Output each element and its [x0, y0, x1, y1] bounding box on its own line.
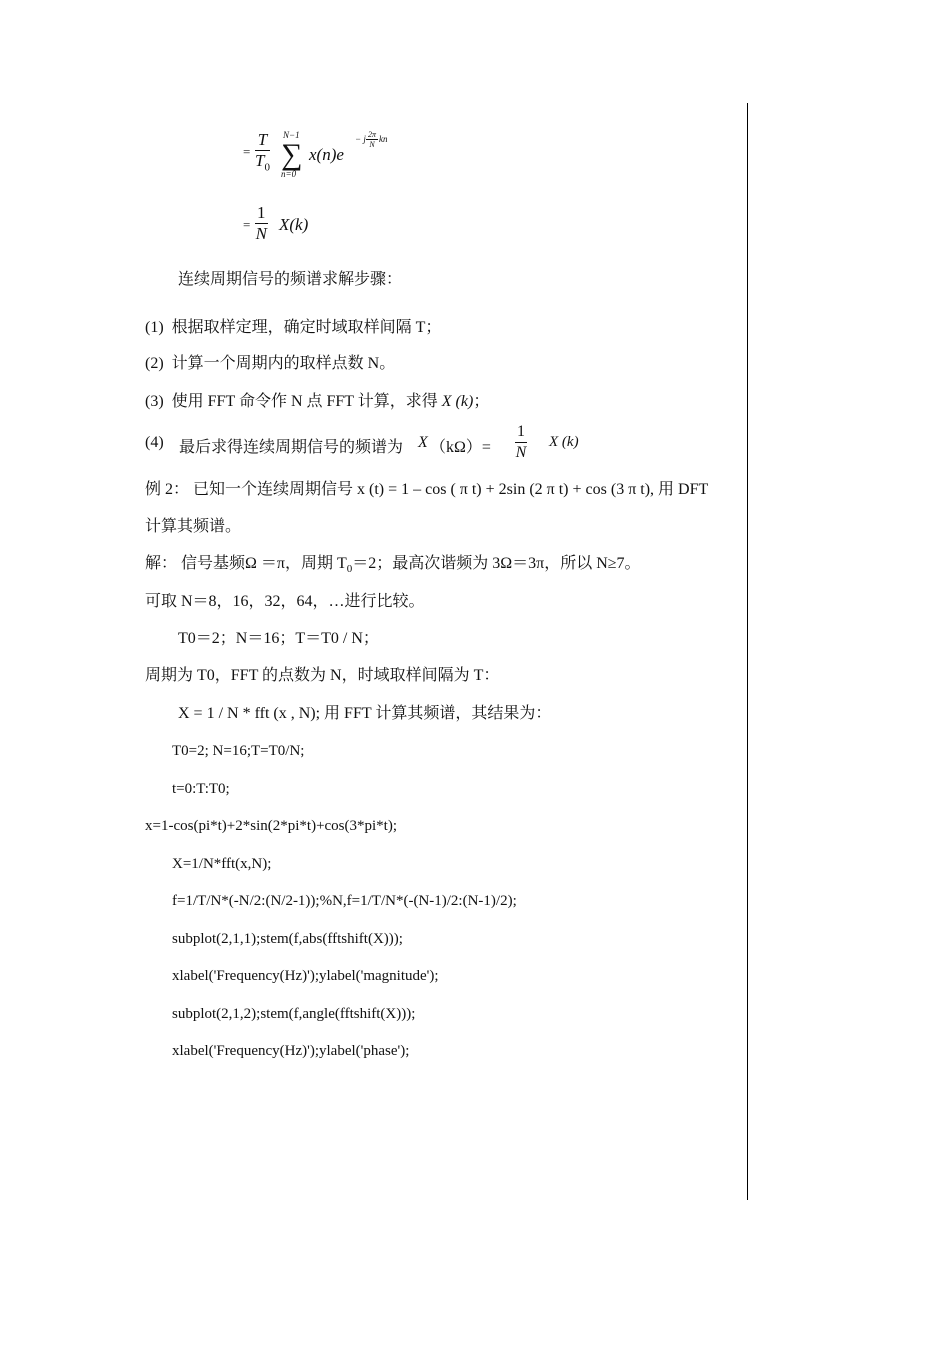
- right-margin-rule: [747, 103, 748, 1200]
- code-line: X=1/N*fft(x,N);: [172, 856, 272, 872]
- formula-body: X(k): [279, 215, 309, 234]
- fraction-numerator: T: [255, 130, 270, 151]
- exponent-fraction: $\frac{2\pi}{N}$: [368, 130, 377, 149]
- formula-sum: [243, 130, 423, 182]
- step-3: (3) 使用 FFT 命令作 N 点 FFT 计算，求得 X (k)；: [145, 393, 490, 410]
- solution-line: 解： 信号基频Ω ＝π，周期 $T_0=2$；最高次谐频为 3Ω＝3π，所以 N≥7。: [145, 555, 641, 576]
- code-line: T0=2; N=16;T=T0/N;: [172, 743, 305, 759]
- formula-fraction: [255, 130, 270, 177]
- parameter-line: T0＝2；N＝16；T＝T0 / N；: [178, 630, 379, 647]
- step-1: (1) 根据取样定理，确定时域取样间隔 T；: [145, 319, 442, 336]
- formula-fraction: $\frac{1}{N}$: [255, 203, 267, 243]
- document-page: = $\frac{T}{T_0}$ N−1 ∑ n=0 x(n)e − j $\frac{2\pi}{N}$ kn = $\frac{1}{N}$ X(k) 连续周期信号的频谱求解步骤： (1) 根据取样定理，确定时域取样间隔 T； (2) 计算一个周期内的取样点数 N。 (3) 使用 FFT 命令作 N 点 FFT 计算，求得 X (k)； (4) 最后求得连续周期信号的频谱为 X （kΩ）= $\frac{1}{N}$ X (k) 例 2： 已知一个连续周期信号 x (t) = 1 – cos ( π t) + 2sin (2 π t) + cos (3 π t), 用 DFT 计算其频谱。 解： 信号基频Ω ＝π，周期 $T_0=2$；最高次谐频为 3Ω＝3π，所以 N≥7。 可取 N＝8，16，32，64，…进行比较。 T0＝2；N＝16；T＝T0 / N； 周期为 T0，FFT 的点数为 N，时域取样间隔为 T： X = 1 / N * fft (x , N); 用 FFT 计算其频谱，其结果为： T0=2; N=16;T=T0/N; t=0:T:T0; x=1-cos(pi*t)+2*sin(2*pi*t)+cos(3*pi*t); X=1/N*fft(x,N); f=1/T/N*(-N/2:(N/2-1));%N,f=1/T/N*(-(N-1)/2:(N-1)/2); subplot(2,1,1);stem(f,abs(fftshift(X))); xlabel('Frequency(Hz)');ylabel('magnitude'); subplot(2,1,2);stem(f,angle(fftshift(X))); xlabel('Frequency(Hz)');ylabel('phase');: [0, 0, 952, 1347]
- formula-body: x(n)e: [309, 145, 344, 164]
- example-statement-cont: 计算其频谱。: [145, 518, 242, 535]
- fft-description: X = 1 / N * fft (x , N); 用 FFT 计算其频谱，其结果为：: [178, 705, 552, 722]
- example-statement: 例 2： 已知一个连续周期信号 x (t) = 1 – cos ( π t) + 2sin (2 π t) + cos (3 π t), 用 DFT: [145, 481, 709, 498]
- exponent-suffix: kn: [379, 134, 388, 144]
- code-line: t=0:T:T0;: [172, 781, 230, 797]
- code-line: subplot(2,1,2);stem(f,angle(fftshift(X)));: [172, 1006, 416, 1022]
- code-line: x=1-cos(pi*t)+2*sin(2*pi*t)+cos(3*pi*t);: [145, 818, 398, 834]
- period-description: 周期为 T0，FFT 的点数为 N，时域取样间隔为 T：: [145, 667, 500, 684]
- sum-sigma: ∑: [281, 138, 303, 171]
- step-4-fraction: $\frac{1}{N}$: [515, 423, 527, 461]
- sum-upper-limit: N−1: [283, 130, 300, 140]
- formula-equals: =: [243, 144, 251, 159]
- formula-equals: =: [243, 217, 251, 232]
- formula-result: [243, 203, 363, 247]
- step-2: (2) 计算一个周期内的取样点数 N。: [145, 355, 396, 372]
- code-line: xlabel('Frequency(Hz)');ylabel('phase');: [172, 1043, 410, 1059]
- code-line: subplot(2,1,1);stem(f,abs(fftshift(X)));: [172, 931, 403, 947]
- sum-lower-limit: n=0: [281, 169, 297, 179]
- fraction-denominator: $T_0$: [255, 151, 270, 174]
- code-line: xlabel('Frequency(Hz)');ylabel('magnitude');: [172, 968, 439, 984]
- code-line: f=1/T/N*(-N/2:(N/2-1));%N,f=1/T/N*(-(N-1)/2:(N-1)/2);: [172, 893, 517, 909]
- sample-choices: 可取 N＝8，16，32，64，…进行比较。: [145, 593, 425, 610]
- exponent-prefix: − j: [355, 134, 366, 144]
- steps-heading: 连续周期信号的频谱求解步骤：: [178, 271, 403, 288]
